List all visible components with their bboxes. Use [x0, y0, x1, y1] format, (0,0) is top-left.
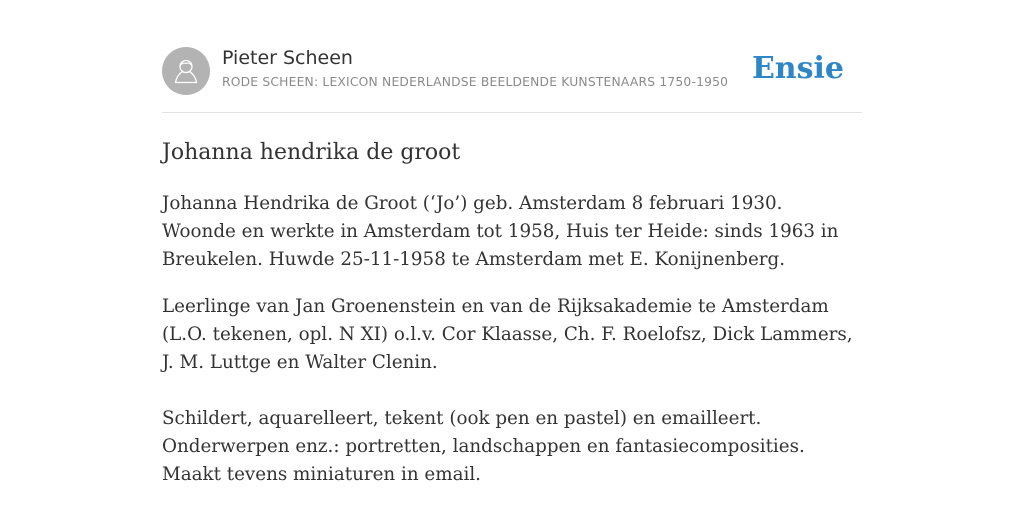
author-avatar[interactable] [162, 47, 210, 95]
header-divider [162, 112, 862, 113]
article-body [162, 190, 862, 489]
article-title: Johanna hendrika de groot [162, 140, 461, 165]
article-paragraph: Leerlinge van Jan Groenenstein en van de Rijksakademie te Amsterdam (L.O. tekenen, opl. N XI) o.l.v. Cor Klaasse, Ch. F. Roelofsz, Dick Lammers, J. M. Luttge en Walter Clenin. [162, 296, 853, 373]
ensie-logo[interactable]: Ensie [751, 51, 844, 86]
article-header [162, 46, 862, 96]
user-icon [162, 47, 210, 95]
article-paragraph: Johanna Hendrika de Groot (‘Jo’) geb. Amsterdam 8 februari 1930. Woonde en werkte in Amsterdam tot 1958, Huis ter Heide: sinds 1963 in Breukelen. Huwde 25-11-1958 te Amsterdam met E. Konijnenberg. [162, 193, 839, 270]
source-name[interactable]: RODE SCHEEN: LEXICON NEDERLANDSE BEELDENDE KUNSTENAARS 1750-1950 [222, 75, 729, 89]
article-paragraph: Schildert, aquarelleert, tekent (ook pen en pastel) en emailleert. Onderwerpen enz.: portretten, landschappen en fantasiecomposities. Maakt tevens miniaturen in email. [162, 408, 805, 485]
author-name[interactable]: Pieter Scheen [222, 47, 353, 69]
